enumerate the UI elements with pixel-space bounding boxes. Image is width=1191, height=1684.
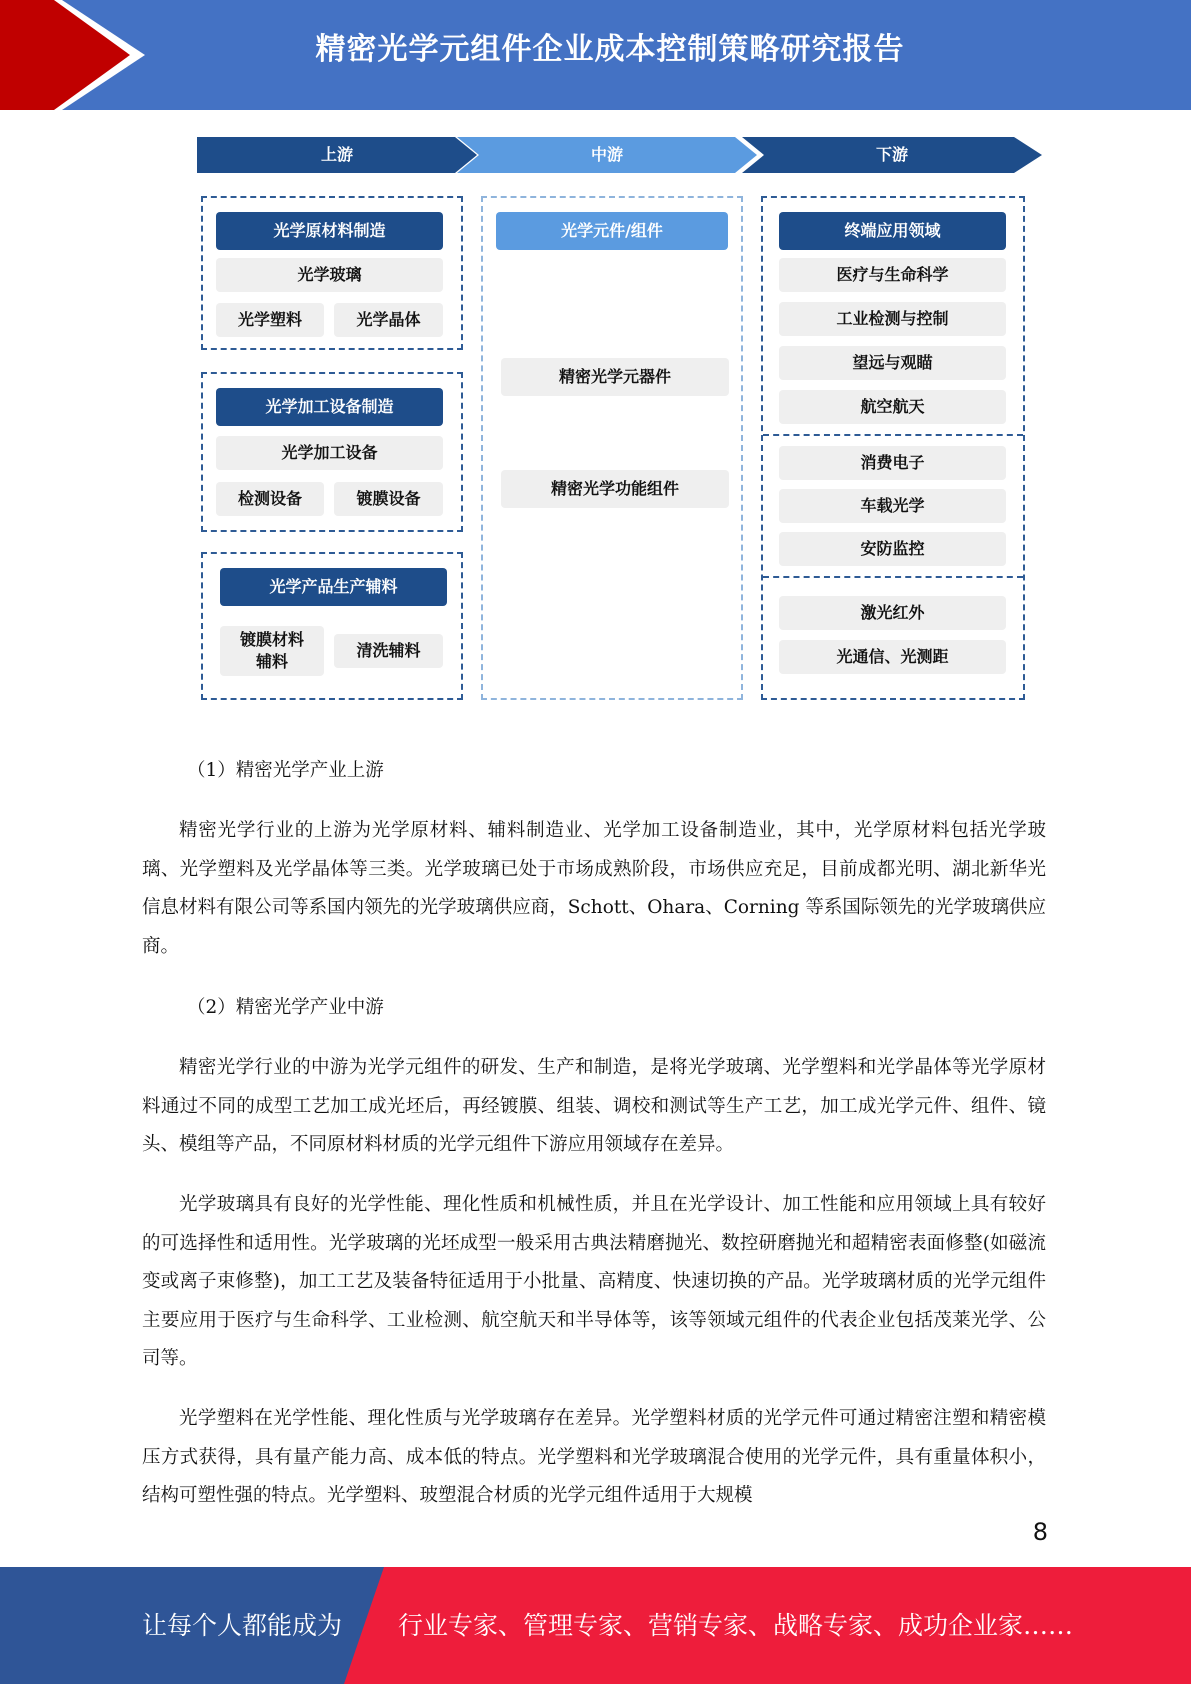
stage-midstream: [457, 137, 757, 173]
group-title: 光学加工设备制造: [216, 388, 443, 426]
item-security-monitoring: 安防监控: [779, 532, 1006, 566]
footer-slogan-right: 行业专家、管理专家、营销专家、战略专家、成功企业家……: [398, 1611, 1074, 1640]
section-heading-midstream: （2）精密光学产业中游: [187, 997, 384, 1018]
item-processing-equipment: 光学加工设备: [216, 436, 443, 470]
group-title: 光学产品生产辅料: [220, 568, 447, 606]
item-coating-equipment: 镀膜设备: [334, 482, 443, 516]
upstream-group-equipment: [201, 372, 463, 532]
item-aerospace: 航空航天: [779, 390, 1006, 424]
divider: [763, 576, 1023, 578]
item-precision-functional-assemblies: 精密光学功能组件: [501, 470, 729, 508]
item-optical-crystal: 光学晶体: [334, 303, 443, 337]
stage-upstream: [197, 137, 477, 173]
group-title: 光学元件/组件: [496, 212, 728, 250]
section-heading-upstream: （1）精密光学产业上游: [187, 760, 384, 781]
page-number: 8: [1032, 1518, 1048, 1546]
item-precision-optical-components: 精密光学元器件: [501, 358, 729, 396]
industry-chain-diagram: [195, 134, 1050, 704]
item-automotive-optics: 车载光学: [779, 489, 1006, 523]
item-optical-plastic: 光学塑料: [216, 303, 324, 337]
paragraph-midstream: 精密光学行业的中游为光学元组件的研发、生产和制造，是将光学玻璃、光学塑料和光学晶体等光学原材料通过不同的成型工艺加工成光坯后，再经镀膜、组装、调校和测试等生产工艺，加工成光学元件、组件、镜头、模组等产品，不同原材料材质的光学元组件下游应用领域存在差异。: [142, 1057, 1046, 1155]
page-header: [0, 0, 1191, 110]
paragraph-optical-glass: 光学玻璃具有良好的光学性能、理化性质和机械性质，并且在光学设计、加工性能和应用领域上具有较好的可选择性和适用性。光学玻璃的光坯成型一般采用古典法精磨抛光、数控研磨抛光和超精密表面修整(如磁流变或离子束修整)，加工工艺及装备特征适用于小批量、高精度、快速切换的产品。光学玻璃材质的光学元组件主要应用于医疗与生命科学、工业检测、航空航天和半导体等，该等领域元组件的代表企业包括茂莱光学、公司等。: [142, 1194, 1046, 1369]
stage-upstream-label: 上游: [320, 145, 353, 164]
footer-slogan-left: 让每个人都能成为: [142, 1611, 343, 1640]
upstream-group-auxiliaries: [201, 552, 463, 700]
item-telescope-sighting: 望远与观瞄: [779, 346, 1006, 380]
item-optical-communication: 光通信、光测距: [779, 640, 1006, 674]
item-inspection-equipment: 检测设备: [216, 482, 324, 516]
item-coating-materials: 镀膜材料 辅料: [220, 626, 324, 676]
item-medical-life-science: 医疗与生命科学: [779, 258, 1006, 292]
divider: [763, 434, 1023, 436]
item-cleaning-auxiliaries: 清洗辅料: [334, 634, 443, 668]
report-title: 精密光学元组件企业成本控制策略研究报告: [315, 32, 905, 67]
item-consumer-electronics: 消费电子: [779, 446, 1006, 480]
stage-downstream: [742, 137, 1042, 173]
page-footer: [0, 1567, 1191, 1684]
group-title: 终端应用领域: [779, 212, 1006, 250]
midstream-group: [481, 196, 743, 700]
item-laser-infrared: 激光红外: [779, 596, 1006, 630]
upstream-group-raw-materials: [201, 196, 463, 350]
stage-midstream-label: 中游: [590, 145, 623, 164]
paragraph-upstream: 精密光学行业的上游为光学原材料、辅料制造业、光学加工设备制造业，其中，光学原材料包括光学玻璃、光学塑料及光学晶体等三类。光学玻璃已处于市场成熟阶段，市场供应充足，目前成都光明、湖北新华光信息材料有限公司等系国内领先的光学玻璃供应商，Schott、Ohara、Corning 等系国际领先的光学玻璃供应商。: [142, 820, 1046, 957]
paragraph-optical-plastic: 光学塑料在光学性能、理化性质与光学玻璃存在差异。光学塑料材质的光学元件可通过精密注塑和精密模压方式获得，具有量产能力高、成本低的特点。光学塑料和光学玻璃混合使用的光学元件，具有重量体积小，结构可塑性强的特点。光学塑料、玻塑混合材质的光学元组件适用于大规模: [142, 1408, 1046, 1506]
item-industrial-inspection: 工业检测与控制: [779, 302, 1006, 336]
downstream-group: [761, 196, 1025, 700]
item-optical-glass: 光学玻璃: [216, 258, 443, 292]
stage-downstream-label: 下游: [875, 145, 908, 164]
group-title: 光学原材料制造: [216, 212, 443, 250]
